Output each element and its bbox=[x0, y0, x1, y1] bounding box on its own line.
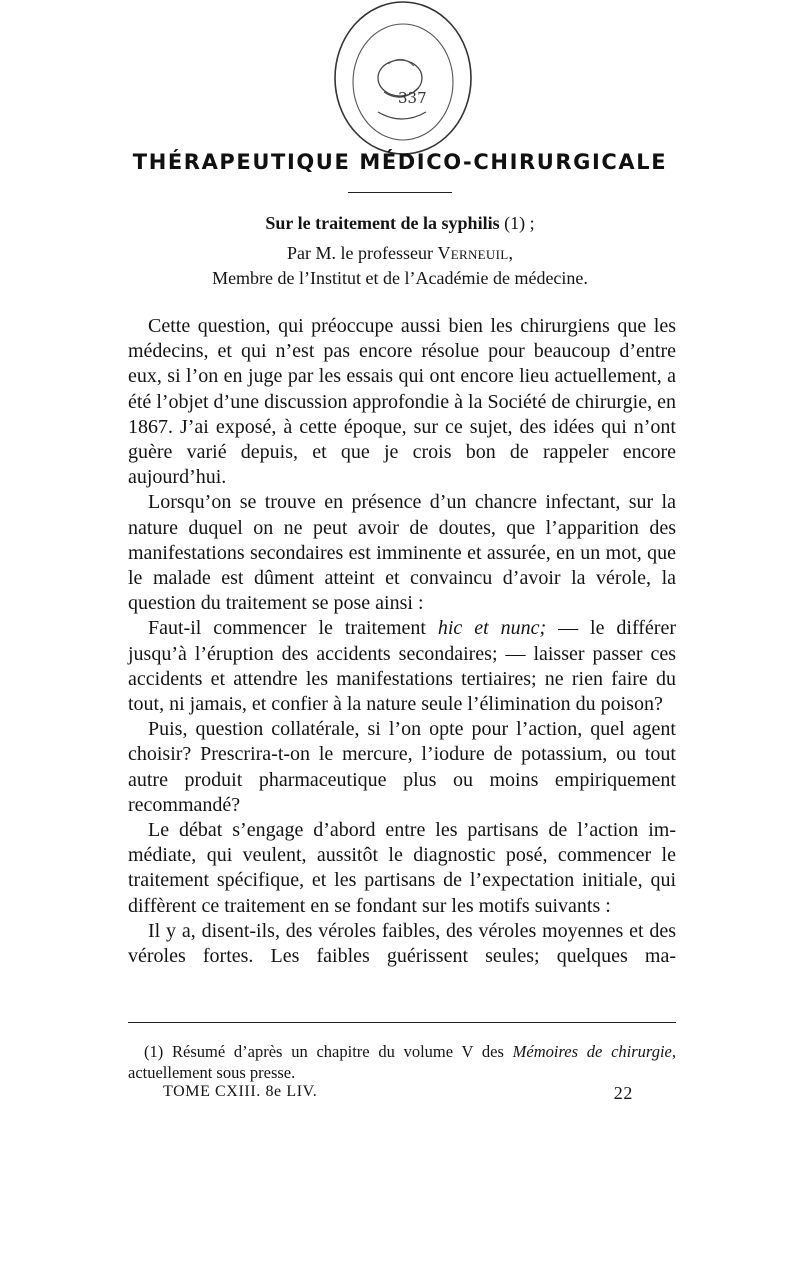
paragraph-text: Faut-il commencer le traitement bbox=[148, 617, 426, 640]
footnote-text: Résumé d’après un chapitre du volume V des bbox=[172, 1042, 504, 1061]
stamp-number: 337 bbox=[398, 89, 427, 107]
footnote-reference: (1) ; bbox=[504, 213, 535, 233]
title-rule bbox=[348, 192, 452, 193]
article-title bbox=[0, 213, 800, 234]
volume-signature: TOME CXIII. 8e LIV. bbox=[163, 1083, 318, 1100]
library-stamp bbox=[318, 0, 488, 165]
paragraph-text: — le différer jusqu’à l’éruption des accidents secondaires; — laisser passer ces accidents et attendre les manifestations tertiaires; ne rien faire du tout, ni jamais, et confier à la nature seule l’élimination du poison? bbox=[128, 617, 676, 716]
paragraph: Lorsqu’on se trouve en présence d’un chancre infectant, sur la nature duquel on ne peut avoir de doutes, que l’apparition des manifestations secondaires est imminente et assurée, en un mot, que le malade est dûment atteint et convaincu d’avoir la vérole, la question du traitement se pose ainsi : bbox=[128, 491, 676, 615]
italic-phrase: hic et nunc; bbox=[437, 617, 547, 640]
byline bbox=[0, 243, 800, 264]
section-title: THÉRAPEUTIQUE MÉDICO-CHIRURGICALE bbox=[132, 150, 668, 174]
byline-prefix: Par M. le professeur bbox=[287, 243, 433, 263]
byline-suffix: , bbox=[508, 243, 513, 263]
footnote-rule bbox=[128, 1022, 676, 1023]
paragraph: Le débat s’engage d’abord entre les partisans de l’action immédiate, qui veulent, aussitôt le diagnostic posé, commencer le traitement spécifique, et les partisans de l’expectation initiale, qui diffèrent ce traitement en se fondant sur les motifs suivants : bbox=[128, 819, 676, 917]
paragraph bbox=[128, 616, 676, 717]
paragraph: Puis, question collatérale, si l’on opte pour l’action, quel agent choisir? Prescrira-t-on le mercure, l’iodure de potassium, ou tout autre produit pharmaceutique plus ou moins empiriquement recommandé? bbox=[128, 718, 676, 816]
paragraph: Il y a, disent-ils, des véroles faibles, des véroles moyennes et des véroles fortes. Les faibles guérissent seules; quelques ma- bbox=[128, 919, 676, 968]
author-name: Verneuil bbox=[437, 243, 509, 263]
library-stamp-graphic bbox=[318, 0, 488, 165]
page-number: 22 bbox=[613, 1083, 633, 1103]
article-title-text: Sur le traitement de la syphilis bbox=[265, 213, 500, 233]
footnote-italic: Mémoires de chirurgie bbox=[512, 1042, 672, 1061]
footnote-text-end: , actuellement sous presse. bbox=[128, 1042, 677, 1082]
footnote-marker: (1) bbox=[144, 1042, 164, 1061]
author-affiliation: Membre de l’Institut et de l’Académie de médecine. bbox=[212, 268, 588, 288]
paragraph: Cette question, qui préoccupe aussi bien les chirurgiens que les médecins, et qui n’est pas encore résolue pour beaucoup d’entre eux, si l’on en juge par les essais qui ont encore lieu actuellement, a été l’objet d’une discussion approfondie à la Société de chirurgie, en 1867. J’ai exposé, à cette époque, sur ce sujet, des idées qui n’ont guère varié depuis, et que je crois bon de rappeler encore aujourd’hui. bbox=[128, 315, 676, 489]
page-footer bbox=[163, 1083, 633, 1104]
article-body bbox=[128, 314, 676, 969]
footnote bbox=[128, 1041, 676, 1083]
